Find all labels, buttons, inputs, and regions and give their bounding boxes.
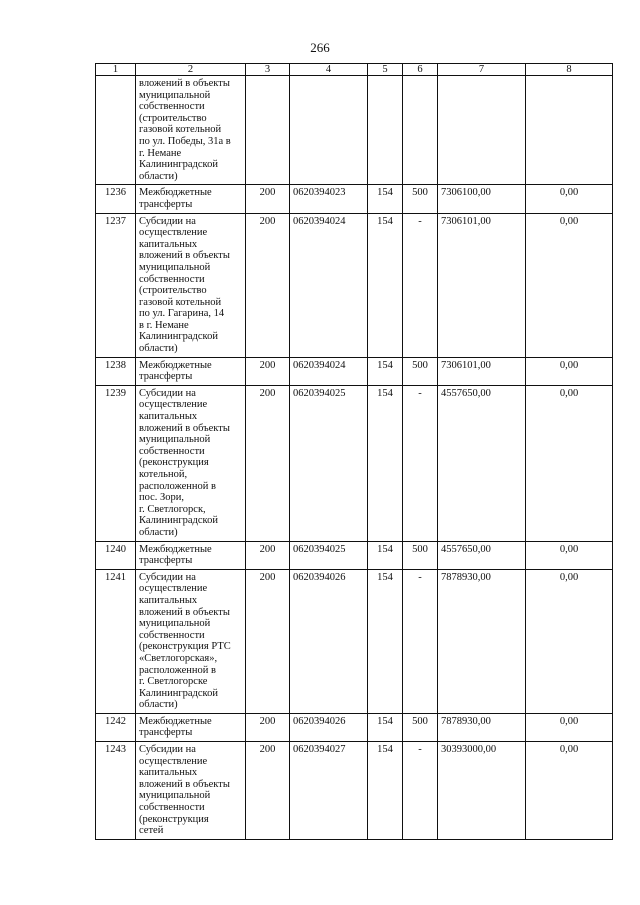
item-name-cell: вложений в объекты муниципальной собственности (строительство газовой котельной по ул. Победы, 31а в г. Немане Калининградской области) <box>136 76 246 185</box>
amount-column-8-cell: 0,00 <box>526 213 613 357</box>
column-5-cell: 154 <box>368 185 403 213</box>
table-row <box>96 569 613 713</box>
column-header: 2 <box>136 64 246 76</box>
amount-column-7-cell: 7306101,00 <box>438 357 526 385</box>
column-6-cell: - <box>403 569 438 713</box>
column-6-cell: - <box>403 742 438 840</box>
target-code-cell: 0620394023 <box>290 185 368 213</box>
column-5-cell: 154 <box>368 742 403 840</box>
row-number-cell: 1236 <box>96 185 136 213</box>
column-6-cell: 500 <box>403 541 438 569</box>
amount-column-7-cell: 7878930,00 <box>438 569 526 713</box>
item-name-cell: Субсидии на осуществление капитальных вложений в объекты муниципальной собственности (строительство газовой котельной по ул. Гагарина, 14 в г. Немане Калининградской области) <box>136 213 246 357</box>
row-number-cell: 1243 <box>96 742 136 840</box>
target-code-cell: 0620394026 <box>290 569 368 713</box>
amount-column-8-cell: 0,00 <box>526 185 613 213</box>
amount-column-7-cell: 30393000,00 <box>438 742 526 840</box>
column-3-cell: 200 <box>246 742 290 840</box>
column-header: 7 <box>438 64 526 76</box>
column-3-cell: 200 <box>246 213 290 357</box>
column-3-cell: 200 <box>246 385 290 541</box>
column-6-cell: - <box>403 385 438 541</box>
table-row <box>96 713 613 741</box>
amount-column-8-cell: 0,00 <box>526 569 613 713</box>
column-6-cell: 500 <box>403 357 438 385</box>
column-5-cell: 154 <box>368 357 403 385</box>
amount-column-7-cell: 4557650,00 <box>438 541 526 569</box>
amount-column-8-cell: 0,00 <box>526 357 613 385</box>
item-name-cell: Межбюджетные трансферты <box>136 357 246 385</box>
amount-column-7-cell <box>438 76 526 185</box>
item-name-cell: Субсидии на осуществление капитальных вложений в объекты муниципальной собственности (реконструкция РТС «Светлогорская», расположенной в г. Светлогорске Калининградской области) <box>136 569 246 713</box>
amount-column-7-cell: 7306101,00 <box>438 213 526 357</box>
column-6-cell: 500 <box>403 185 438 213</box>
amount-column-7-cell: 4557650,00 <box>438 385 526 541</box>
column-5-cell: 154 <box>368 213 403 357</box>
item-name-cell: Межбюджетные трансферты <box>136 541 246 569</box>
row-number-cell: 1237 <box>96 213 136 357</box>
target-code-cell: 0620394027 <box>290 742 368 840</box>
amount-column-8-cell: 0,00 <box>526 742 613 840</box>
target-code-cell: 0620394024 <box>290 213 368 357</box>
target-code-cell: 0620394026 <box>290 713 368 741</box>
amount-column-7-cell: 7878930,00 <box>438 713 526 741</box>
row-number-cell: 1241 <box>96 569 136 713</box>
column-header: 4 <box>290 64 368 76</box>
column-5-cell: 154 <box>368 713 403 741</box>
column-5-cell <box>368 76 403 185</box>
column-3-cell: 200 <box>246 185 290 213</box>
column-5-cell: 154 <box>368 385 403 541</box>
column-5-cell: 154 <box>368 541 403 569</box>
page-number: 266 <box>310 40 330 55</box>
target-code-cell: 0620394024 <box>290 357 368 385</box>
amount-column-8-cell: 0,00 <box>526 713 613 741</box>
column-3-cell: 200 <box>246 569 290 713</box>
row-number-cell: 1238 <box>96 357 136 385</box>
item-name-cell: Субсидии на осуществление капитальных вложений в объекты муниципальной собственности (реконструкция сетей <box>136 742 246 840</box>
column-6-cell: - <box>403 213 438 357</box>
column-header: 5 <box>368 64 403 76</box>
table-body <box>96 76 613 840</box>
table-row <box>96 385 613 541</box>
table-row <box>96 541 613 569</box>
amount-column-8-cell: 0,00 <box>526 541 613 569</box>
row-number-cell <box>96 76 136 185</box>
budget-table <box>95 63 613 840</box>
table-row <box>96 76 613 185</box>
column-3-cell <box>246 76 290 185</box>
column-3-cell: 200 <box>246 357 290 385</box>
column-header: 8 <box>526 64 613 76</box>
table-row <box>96 742 613 840</box>
column-6-cell <box>403 76 438 185</box>
item-name-cell: Субсидии на осуществление капитальных вложений в объекты муниципальной собственности (реконструкция котельной, расположенной в пос. Зори, г. Светлогорск, Калининградской области) <box>136 385 246 541</box>
amount-column-8-cell <box>526 76 613 185</box>
row-number-cell: 1242 <box>96 713 136 741</box>
amount-column-8-cell: 0,00 <box>526 385 613 541</box>
header-row <box>96 64 613 76</box>
column-3-cell: 200 <box>246 541 290 569</box>
item-name-cell: Межбюджетные трансферты <box>136 185 246 213</box>
target-code-cell <box>290 76 368 185</box>
column-header: 6 <box>403 64 438 76</box>
target-code-cell: 0620394025 <box>290 385 368 541</box>
table-row <box>96 185 613 213</box>
table-row <box>96 357 613 385</box>
column-6-cell: 500 <box>403 713 438 741</box>
column-header: 1 <box>96 64 136 76</box>
column-5-cell: 154 <box>368 569 403 713</box>
row-number-cell: 1239 <box>96 385 136 541</box>
column-3-cell: 200 <box>246 713 290 741</box>
table-row <box>96 213 613 357</box>
column-header: 3 <box>246 64 290 76</box>
row-number-cell: 1240 <box>96 541 136 569</box>
target-code-cell: 0620394025 <box>290 541 368 569</box>
amount-column-7-cell: 7306100,00 <box>438 185 526 213</box>
item-name-cell: Межбюджетные трансферты <box>136 713 246 741</box>
